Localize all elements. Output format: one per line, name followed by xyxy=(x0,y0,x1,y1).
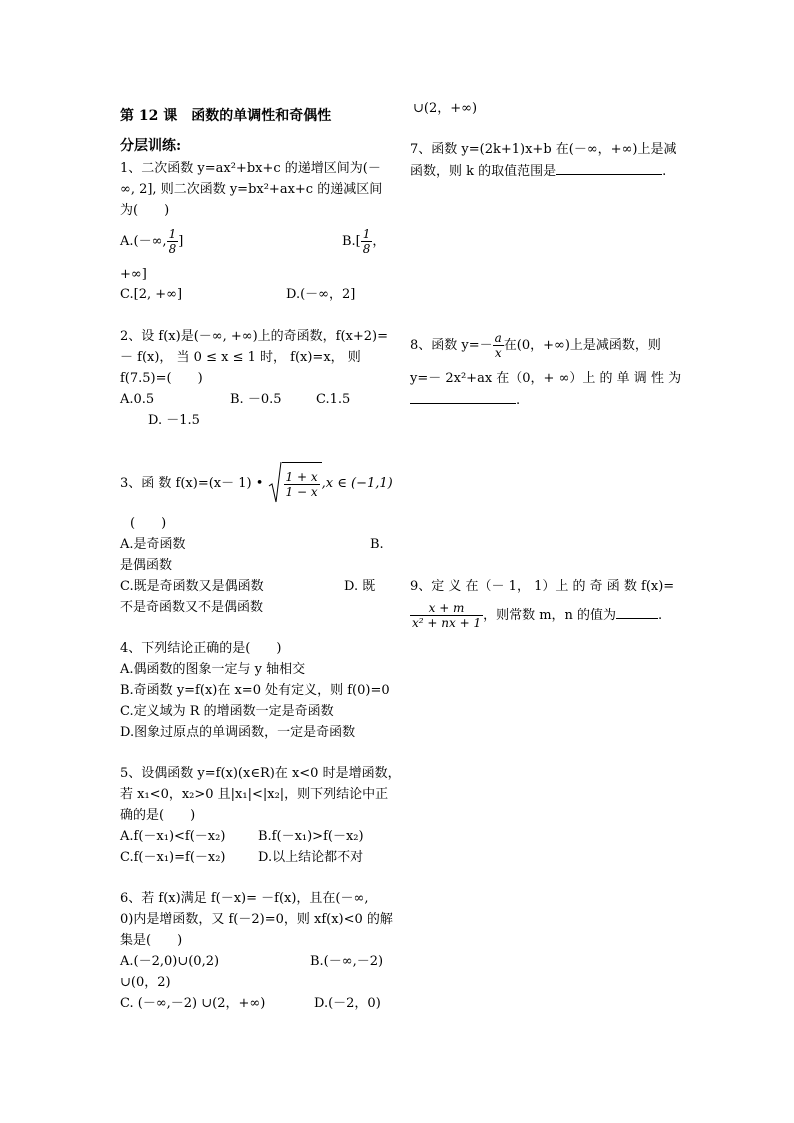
q8-fraction xyxy=(493,331,504,360)
q6-stem-line2: 0)内是增函数，又 f(－2)=0，则 xf(x)<0 的解 xyxy=(120,912,393,927)
q8-suffix: 在(0，+∞)上是减函数，则 xyxy=(503,338,661,353)
q6-option-d-cont: ∪(2，+∞) xyxy=(413,101,478,116)
q3-sqrt-den: 1 − x xyxy=(285,485,318,499)
q6-option-d: D.(－2，0) xyxy=(314,996,381,1011)
q3-sqrt-fraction xyxy=(284,470,320,499)
q3-stem xyxy=(120,462,393,505)
q2-option-c: C.1.5 xyxy=(316,392,351,407)
q2-stem-line2: － f(x)， 当 0 ≤ x ≤ 1 时， f(x)=x， 则 xyxy=(120,350,361,365)
q1-stem-line2: ∞, 2], 则二次函数 y=bx²+ax+c 的递减区间 xyxy=(120,182,383,197)
q1-option-a-prefix: A.(－∞, xyxy=(120,234,167,249)
q2-option-d: D. －1.5 xyxy=(148,413,200,428)
q4-option-c: C.定义域为 R 的增函数一定是奇函数 xyxy=(120,704,334,719)
q1-option-c: C.[2, +∞] xyxy=(120,287,183,302)
q3-option-b-tail: 是偶函数 xyxy=(120,558,173,573)
q1-option-b-prefix: B.[ xyxy=(342,234,361,249)
q5-option-d: D.以上结论都不对 xyxy=(258,850,364,865)
q1-option-a-fraction xyxy=(167,227,179,256)
q9-answer-blank[interactable] xyxy=(616,606,658,619)
q8-stem-line2: y=－ 2x²+ax 在（0，+ ∞）上 的 单 调 性 为 xyxy=(410,371,682,386)
q7-answer-blank[interactable] xyxy=(556,162,662,175)
q4-option-d: D.图象过原点的单调函数，一定是奇函数 xyxy=(120,725,356,740)
q2-option-a: A.0.5 xyxy=(120,392,155,407)
q7-stem-line2-text: 函数，则 k 的取值范围是 xyxy=(410,164,557,179)
q1-option-a xyxy=(120,226,183,258)
q3-paren: ( ) xyxy=(130,516,167,531)
q3-option-d-tail: 不是奇函数又不是偶函数 xyxy=(120,600,264,615)
q5-stem-line3: 确的是( ) xyxy=(120,808,196,823)
q8-frac-num: a xyxy=(494,331,502,345)
q9-suffix: ，则常数 m，n 的值为 xyxy=(483,608,617,623)
q4-option-b: B.奇函数 y=f(x)在 x=0 处有定义，则 f(0)=0 xyxy=(120,683,390,698)
q3-sqrt-num: 1 + x xyxy=(285,470,318,484)
q7-tail: . xyxy=(662,164,667,179)
q3-option-a: A.是奇函数 xyxy=(120,537,186,552)
q8-answer-blank[interactable] xyxy=(410,391,516,404)
q4-option-a: A.偶函数的图象一定与 y 轴相交 xyxy=(120,662,306,677)
q2-option-b: B. －0.5 xyxy=(230,392,282,407)
q6-stem-line3: 集是( ) xyxy=(120,933,183,948)
q3-sqrt xyxy=(268,462,322,505)
q2-stem-line1: 2、设 f(x)是(－∞, +∞)上的奇函数，f(x+2)= xyxy=(120,329,388,344)
q3-option-d-head: D. 既 xyxy=(344,579,376,594)
q1-stem-line3: 为( ) xyxy=(120,203,170,218)
q1-option-b-cont: +∞] xyxy=(120,267,147,282)
q9-tail: . xyxy=(658,608,663,623)
q2-stem-line3: f(7.5)=( ) xyxy=(120,371,203,386)
q5-option-a: A.f(－x₁)<f(－x₂) xyxy=(120,829,226,844)
q6-stem-line1: 6、若 f(x)满足 f(－x)= －f(x)，且在(－∞, xyxy=(120,891,369,906)
q1-option-b xyxy=(342,226,385,258)
q6-option-b: B.(－∞,－2) xyxy=(310,954,384,969)
q5-stem-line1: 5、设偶函数 y=f(x)(x∈R)在 x<0 时是增函数， xyxy=(120,766,401,781)
q3-domain: ,x ∈ (−1,1) xyxy=(321,476,393,491)
q1-option-b-suffix: ， xyxy=(372,234,386,249)
q3-stem-prefix: 3、函 数 f(x)=(x－ 1) • xyxy=(120,476,264,491)
q1-option-a-suffix: ] xyxy=(178,234,184,249)
q9-stem-line2 xyxy=(410,598,662,634)
q9-frac-num: x + m xyxy=(410,601,483,616)
q5-option-b: B.f(－x₁)>f(－x₂) xyxy=(258,829,364,844)
q7-stem-line1: 7、函数 y=(2k+1)x+b 在(－∞，+∞)上是减 xyxy=(410,142,677,157)
q6-option-b-cont: ∪(0，2) xyxy=(120,975,171,990)
q3-option-b-head: B. xyxy=(370,537,384,552)
q7-stem-line2 xyxy=(410,162,666,180)
q8-tail: . xyxy=(516,393,521,408)
page-title: 第 12 课 函数的单调性和奇偶性 xyxy=(120,108,332,124)
q3-option-c: C.既是奇函数又是偶函数 xyxy=(120,579,264,594)
q1-option-b-den: 8 xyxy=(362,242,371,256)
q6-option-c: C. (－∞,－2) ∪(2，+∞) xyxy=(120,996,266,1011)
q8-stem-line1 xyxy=(410,330,661,362)
q8-frac-den: x xyxy=(494,346,502,360)
q1-option-a-den: 8 xyxy=(168,242,177,256)
q9-fraction xyxy=(410,601,483,630)
q1-option-d: D.(－∞，2] xyxy=(286,287,356,302)
q9-stem-line1: 9、定 义 在（－ 1， 1）上 的 奇 函 数 f(x)= xyxy=(410,579,675,594)
q8-answer-line xyxy=(410,391,520,409)
q1-stem-line1: 1、二次函数 y=ax²+bx+c 的递增区间为(－ xyxy=(120,161,381,176)
q1-option-b-num: 1 xyxy=(362,227,371,241)
q5-stem-line2: 若 x₁<0，x₂>0 且|x₁|<|x₂|，则下列结论中正 xyxy=(120,787,389,802)
radical-sign-icon xyxy=(268,460,282,504)
q6-option-a: A.(－2,0)∪(0,2) xyxy=(120,954,220,969)
section-heading: 分层训练: xyxy=(120,138,182,154)
q9-frac-den: x² + nx + 1 xyxy=(412,616,482,630)
q8-prefix: 8、函数 y=－ xyxy=(410,338,493,353)
q1-option-a-num: 1 xyxy=(168,227,177,241)
q4-stem: 4、下列结论正确的是( ) xyxy=(120,641,282,656)
q1-option-b-fraction xyxy=(361,227,373,256)
q5-option-c: C.f(－x₁)=f(－x₂) xyxy=(120,850,226,865)
